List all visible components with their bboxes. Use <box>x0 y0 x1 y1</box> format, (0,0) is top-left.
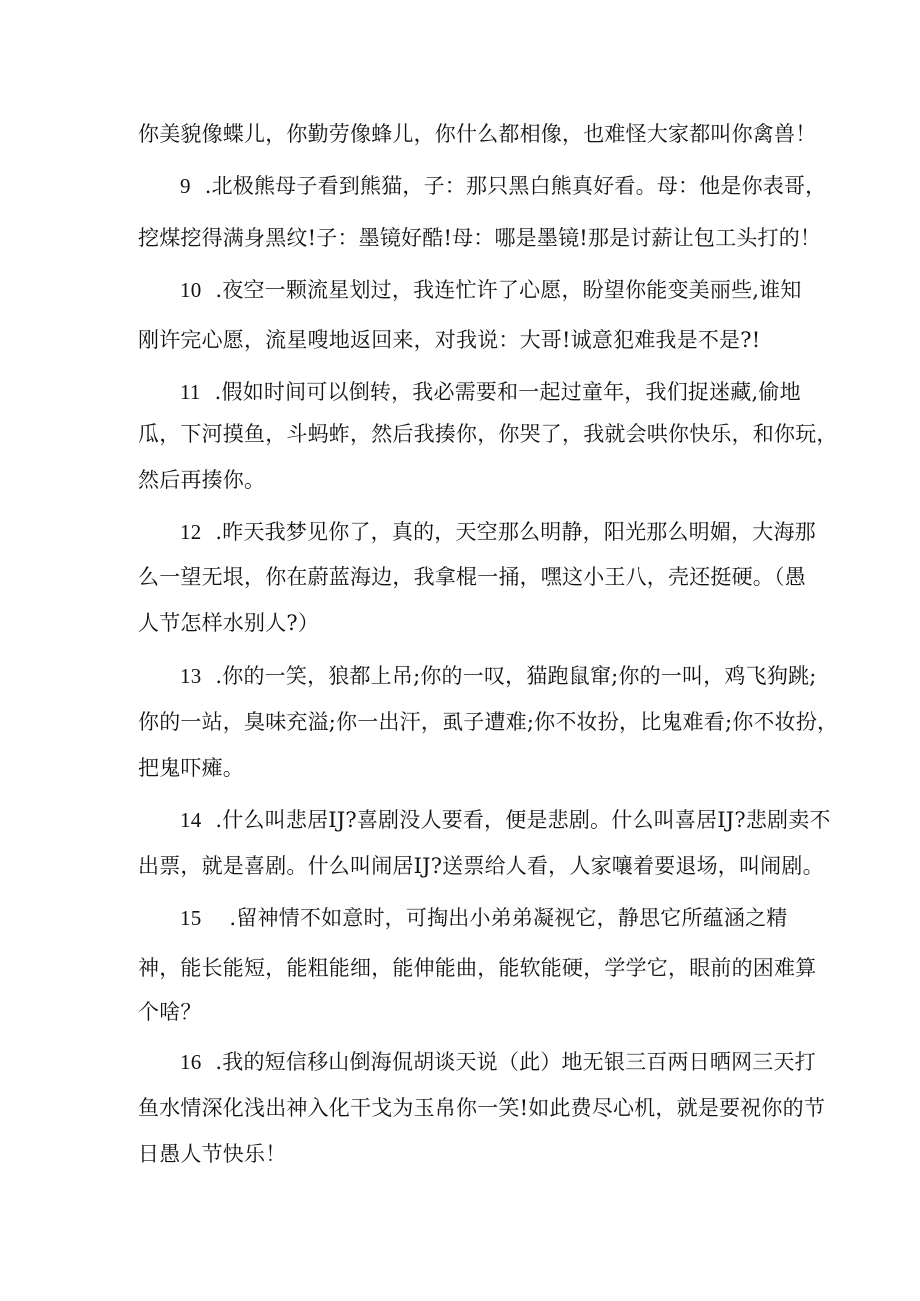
paragraph-number: 16 <box>180 1050 202 1074</box>
paragraph-11-line-3 <box>138 466 265 494</box>
paragraph-text: 个啥？ <box>138 1000 202 1024</box>
paragraph-number: 11 <box>180 380 201 404</box>
paragraph-12-line-1 <box>180 518 816 546</box>
paragraph-text: .北极熊母子看到熊猫，子：那只黑白熊真好看。母：他是你表哥， <box>204 174 827 198</box>
paragraph-text: .你的一笑，狼都上吊;你的一叹，猫跑鼠窜;你的一叫，鸡飞狗跳; <box>215 664 817 688</box>
paragraph-12-line-3 <box>138 609 319 637</box>
paragraph-number: 9 <box>180 174 191 198</box>
paragraph-text: 你美貌像蝶儿，你勤劳像蜂儿，你什么都相像，也难怪大家都叫你禽兽！ <box>138 122 817 146</box>
paragraph-text: 么一望无垠，你在蔚蓝海边，我拿棍一捅，嘿这小王八，壳还挺硬。（愚 <box>138 565 806 589</box>
paragraph-15-line-3 <box>138 998 202 1026</box>
paragraph-15-line-2 <box>138 954 816 982</box>
paragraph-number: 10 <box>180 278 202 302</box>
paragraph-text: 鱼水情深化浅出神入化干戈为玉帛你一笑!如此费尽心机，就是要祝你的节 <box>138 1096 826 1120</box>
paragraph-14-line-2 <box>138 852 824 880</box>
paragraph-16-line-1 <box>180 1048 816 1076</box>
paragraph-text: 神，能长能短，能粗能细，能伸能曲，能软能硬，学学它，眼前的困难算 <box>138 956 817 980</box>
paragraph-text: .留神情不如意时，可掏出小弟弟凝视它，静思它所蕴涵之精 <box>229 906 788 930</box>
paragraph-0-line-1 <box>138 120 816 148</box>
paragraph-11-line-2 <box>138 420 838 448</box>
paragraph-text: .什么叫悲居IJ?喜剧没人要看，便是悲剧。什么叫喜居IJ?悲剧卖不 <box>215 808 831 832</box>
paragraph-text: 出票，就是喜剧。什么叫闹居IJ?送票给人看，人家嚷着要退场，叫闹剧。 <box>138 854 824 878</box>
paragraph-15-line-1 <box>180 904 787 932</box>
paragraph-number: 13 <box>180 664 202 688</box>
paragraph-text: 瓜，下河摸鱼，斗蚂蚱，然后我揍你，你哭了，我就会哄你快乐，和你玩， <box>138 422 838 446</box>
paragraph-text: .夜空一颗流星划过，我连忙许了心愿，盼望你能变美丽些,谁知 <box>215 278 802 302</box>
paragraph-13-line-3 <box>138 754 244 782</box>
paragraph-number: 12 <box>180 520 202 544</box>
paragraph-text: .我的短信移山倒海侃胡谈天说（此）地无银三百两日晒网三天打 <box>215 1050 816 1074</box>
paragraph-number: 15 <box>180 906 202 930</box>
paragraph-text: .昨天我梦见你了，真的，天空那么明静，阳光那么明媚，大海那 <box>215 520 816 544</box>
paragraph-9-line-2 <box>138 224 821 252</box>
paragraph-text: 然后再揍你。 <box>138 468 266 492</box>
paragraph-9-line-1 <box>180 172 826 200</box>
paragraph-text: 刚许完心愿，流星嗖地返回来，对我说：大哥!诚意犯难我是不是?! <box>138 328 761 352</box>
paragraph-text: 把鬼吓瘫。 <box>138 756 244 780</box>
paragraph-text: 人节怎样水别人?） <box>138 611 320 635</box>
paragraph-text: 你的一站，臭味充溢;你一出汗，虱子遭难;你不妆扮，比鬼难看;你不妆扮， <box>138 710 839 734</box>
paragraph-16-line-2 <box>138 1094 825 1122</box>
paragraph-text: .假如时间可以倒转，我必需要和一起过童年，我们捉迷藏,偷地 <box>214 380 801 404</box>
paragraph-12-line-2 <box>138 563 806 591</box>
paragraph-text: 日愚人节快乐！ <box>138 1142 287 1166</box>
paragraph-text: 挖煤挖得满身黑纹!子：墨镜好酷!母：哪是墨镜!那是讨薪让包工头打的！ <box>138 226 822 250</box>
paragraph-10-line-1 <box>180 276 802 304</box>
paragraph-13-line-2 <box>138 708 838 736</box>
paragraph-14-line-1 <box>180 806 831 834</box>
paragraph-10-line-2 <box>138 326 760 354</box>
paragraph-number: 14 <box>180 808 202 832</box>
paragraph-11-line-1 <box>180 378 801 406</box>
paragraph-13-line-1 <box>180 662 817 690</box>
paragraph-16-line-3 <box>138 1140 286 1168</box>
